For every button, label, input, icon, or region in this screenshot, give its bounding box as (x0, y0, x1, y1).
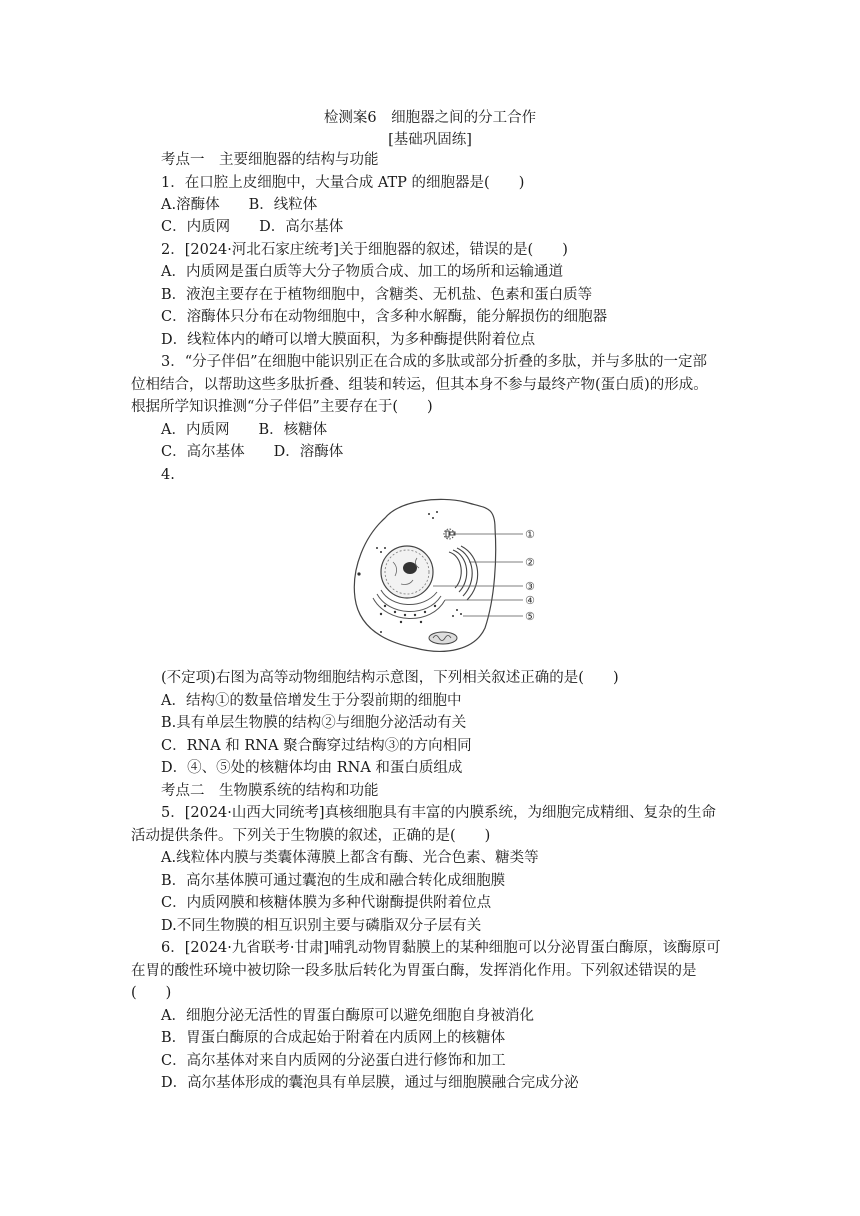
q4-option-c: C．RNA 和 RNA 聚合酶穿过结构③的方向相同 (161, 738, 472, 754)
q4-number: 4. (161, 467, 175, 483)
page-subtitle: [基础巩固练] (388, 132, 472, 148)
q4-option-b: B.具有单层生物膜的结构②与细胞分泌活动有关 (161, 715, 467, 731)
q3-stem-line1: 3．“分子伴侣”在细胞中能识别正在合成的多肽或部分折叠的多肽，并与多肽的一定部 (161, 354, 708, 370)
q3-stem-line2: 位相结合，以帮助这些多肽折叠、组装和转运，但其本身不参与最终产物(蛋白质)的形成。 (131, 377, 708, 393)
figure-label-1: ① (525, 528, 535, 541)
q1-options-ab: A.溶酶体 B．线粒体 (161, 197, 318, 213)
figure-label-2: ② (525, 556, 535, 569)
q3-options-cd: C．高尔基体 D．溶酶体 (161, 444, 344, 460)
q3-options-ab: A．内质网 B．核糖体 (161, 422, 328, 438)
section-heading-2: 考点二 生物膜系统的结构和功能 (161, 783, 379, 799)
q1-stem: 1．在口腔上皮细胞中，大量合成 ATP 的细胞器是( ) (161, 175, 525, 191)
q5-option-a: A.线粒体内膜与类囊体薄膜上都含有酶、光合色素、糖类等 (161, 850, 539, 866)
q6-stem-line1: 6．[2024·九省联考·甘肃]哺乳动物胃黏膜上的某种细胞可以分泌胃蛋白酶原，该酶原可 (161, 940, 721, 956)
q2-option-b: B．液泡主要存在于植物细胞中，含糖类、无机盐、色素和蛋白质等 (161, 287, 593, 303)
q4-option-d: D．④、⑤处的核糖体均由 RNA 和蛋白质组成 (161, 760, 463, 776)
q2-option-c: C．溶酶体只分布在动物细胞中，含多种水解酶，能分解损伤的细胞器 (161, 309, 608, 325)
q5-option-b: B．高尔基体膜可通过囊泡的生成和融合转化成细胞膜 (161, 873, 506, 889)
q5-stem-line1: 5．[2024·山西大同统考]真核细胞具有丰富的内膜系统，为细胞完成精细、复杂的生命 (161, 805, 717, 821)
figure-label-3: ③ (525, 580, 535, 593)
figure-label-4: ④ (525, 594, 535, 607)
q6-option-a: A．细胞分泌无活性的胃蛋白酶原可以避免细胞自身被消化 (161, 1008, 534, 1024)
q2-stem: 2．[2024·河北石家庄统考]关于细胞器的叙述，错误的是( ) (161, 242, 568, 258)
q6-option-b: B．胃蛋白酶原的合成起始于附着在内质网上的核糖体 (161, 1030, 506, 1046)
q5-stem-line2: 活动提供条件。下列关于生物膜的叙述，正确的是( ) (131, 828, 491, 844)
q6-stem-line3: ( ) (131, 985, 172, 1001)
q1-options-cd: C．内质网 D．高尔基体 (161, 219, 344, 235)
q4-stem: (不定项)右图为高等动物细胞结构示意图，下列相关叙述正确的是( ) (161, 670, 619, 686)
q4-option-a: A．结构①的数量倍增发生于分裂前期的细胞中 (161, 693, 462, 709)
q2-option-a: A．内质网是蛋白质等大分子物质合成、加工的场所和运输通道 (161, 264, 563, 280)
q6-option-c: C．高尔基体对来自内质网的分泌蛋白进行修饰和加工 (161, 1053, 506, 1069)
q2-option-d: D．线粒体内的嵴可以增大膜面积，为多种酶提供附着位点 (161, 332, 536, 348)
section-heading-1: 考点一 主要细胞器的结构与功能 (161, 152, 379, 168)
animal-cell-diagram (345, 488, 550, 660)
page-title: 检测案6 细胞器之间的分工合作 (323, 110, 537, 126)
figure-label-5: ⑤ (525, 610, 535, 623)
q5-option-d: D.不同生物膜的相互识别主要与磷脂双分子层有关 (161, 918, 482, 934)
q3-stem-line3: 根据所学知识推测“分子伴侣”主要存在于( ) (131, 399, 433, 415)
q6-option-d: D．高尔基体形成的囊泡具有单层膜，通过与细胞膜融合完成分泌 (161, 1075, 579, 1091)
q5-option-c: C．内质网膜和核糖体膜为多种代谢酶提供附着位点 (161, 895, 492, 911)
nucleolus-shape (403, 562, 417, 574)
q6-stem-line2: 在胃的酸性环境中被切除一段多肽后转化为胃蛋白酶，发挥消化作用。下列叙述错误的是 (131, 963, 697, 979)
